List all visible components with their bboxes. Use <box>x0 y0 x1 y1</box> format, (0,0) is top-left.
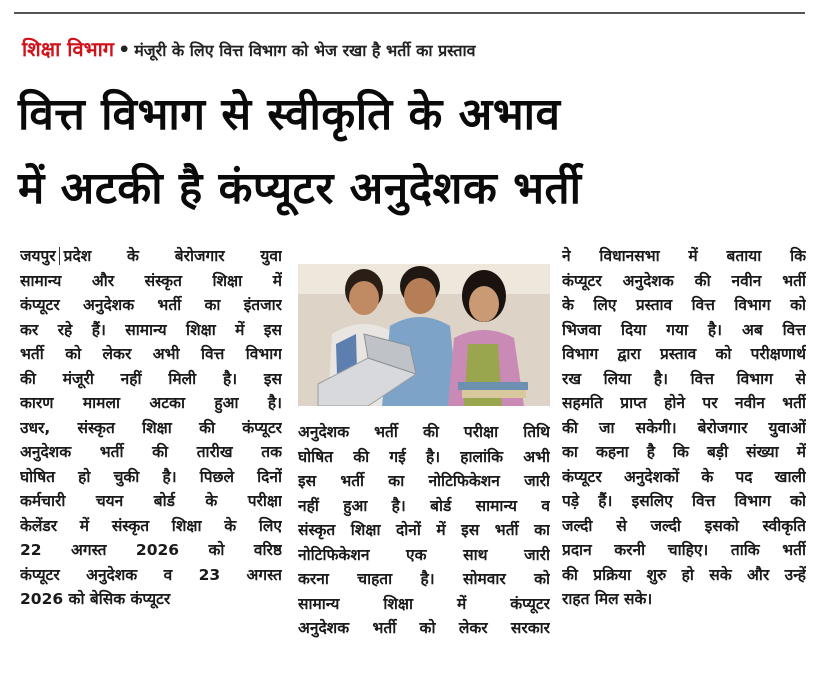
headline-line-2: में अटकी है कंप्यूटर अनुदेशक भर्ती <box>18 163 582 214</box>
col1-line-12: 22 अगस्त 2026 को वरिष्ठ <box>20 541 282 559</box>
col1-line-4: भर्ती को लेकर अभी वित्त विभाग <box>20 345 282 363</box>
col1-line-0 <box>20 244 282 269</box>
col1-line-11: केलेंडर में संस्कृत शिक्षा के लिए <box>20 516 282 535</box>
col2-line-6: करना चाहता है। सोमवार को <box>298 570 550 588</box>
col3-line-13: की प्रक्रिया शुरु हो सके और उन्हें <box>562 565 806 584</box>
col2-line-8: अनुदेशक भर्ती को लेकर सरकार <box>298 619 550 637</box>
col3-line-3: भिजवा दिया गया है। अब वित्त <box>562 320 806 339</box>
col3-line-1: कंप्यूटर अनुदेशक की नवीन भर्ती <box>562 271 806 290</box>
col1-line-13: कंप्यूटर अनुदेशक व 23 अगस्त <box>20 565 282 584</box>
headline-line-1: वित्त विभाग से स्वीकृति के अभाव <box>18 89 561 140</box>
col2-line-2: इस भर्ती का नोटिफिकेशन जारी <box>298 472 550 490</box>
col1-line-14: 2026 को बेसिक कंप्यूटर <box>20 590 171 608</box>
col2-line-1: घोषित की गई है। हालांकि अभी <box>298 447 550 466</box>
col3-line-11: जल्दी से जल्दी इसको स्वीकृति <box>562 516 806 535</box>
article-column-3 <box>562 244 806 612</box>
col3-line-9: कंप्यूटर अनुदेशकों के पद खाली <box>562 467 806 486</box>
kicker <box>22 36 805 64</box>
col1-line-6: कारण मामला अटका हुआ है। <box>20 394 282 412</box>
col1-line-5: की मंजूरी नहीं मिली है। इस <box>20 369 282 388</box>
col1-text-0: प्रदेश के बेरोजगार युवा <box>63 247 282 265</box>
col2-line-3: नहीं हुआ है। बोर्ड सामान्य व <box>298 496 550 515</box>
col3-line-2: के लिए प्रस्ताव वित्त विभाग को <box>562 296 806 314</box>
news-photo <box>298 264 550 406</box>
col1-line-9: घोषित हो चुकी है। पिछले दिनों <box>20 467 282 486</box>
col3-line-12: प्रदान करनी चाहिए। ताकि भर्ती <box>562 541 806 559</box>
students-laptop-photo <box>298 264 550 406</box>
article-column-2 <box>298 420 550 641</box>
col1-line-7: उधर, संस्कृत शिक्षा की कंप्यूटर <box>20 418 282 437</box>
top-rule <box>14 12 805 14</box>
col3-line-8: का कहना है कि बड़ी संख्या में <box>562 443 806 461</box>
dateline: जयपुर <box>20 247 60 265</box>
col1-line-1: सामान्य और संस्कृत शिक्षा में <box>20 271 282 290</box>
col2-line-5: नोटिफिकेशन एक साथ जारी <box>298 545 550 564</box>
col3-line-4: विभाग द्वारा प्रस्ताव को परीक्षणार्थ <box>562 345 806 363</box>
col3-line-0: ने विधानसभा में बताया कि <box>562 247 806 265</box>
col3-line-10: पड़े हैं। इसलिए वित्त विभाग को <box>562 492 806 510</box>
col3-line-6: सहमति प्राप्त होने पर नवीन भर्ती <box>562 394 806 412</box>
section-label: शिक्षा विभाग <box>22 37 115 61</box>
kicker-bullet: • <box>118 39 131 61</box>
col3-line-7: की जा सकेगी। बेरोजगार युवाओं <box>562 418 806 437</box>
col2-line-4: संस्कृत शिक्षा दोनों में इस भर्ती का <box>298 521 550 539</box>
headline <box>18 78 805 226</box>
kicker-subhead: मंजूरी के लिए वित्त विभाग को भेज रखा है भर्ती का प्रस्ताव <box>134 41 476 60</box>
article-column-1 <box>20 244 282 612</box>
col1-line-3: कर रहे हैं। सामान्य शिक्षा में इस <box>20 320 282 339</box>
col2-line-7: सामान्य शिक्षा में कंप्यूटर <box>298 594 550 613</box>
col1-line-8: अनुदेशक भर्ती की तारीख तक <box>20 443 282 461</box>
col3-line-14: राहत मिल सके। <box>562 590 653 608</box>
col3-line-5: रख लिया है। वित्त विभाग से <box>562 369 806 388</box>
col1-line-2: कंप्यूटर अनुदेशक भर्ती का इंतजार <box>20 296 282 314</box>
col2-line-0: अनुदेशक भर्ती की परीक्षा तिथि <box>298 423 550 441</box>
col1-line-10: कर्मचारी चयन बोर्ड के परीक्षा <box>20 492 282 510</box>
